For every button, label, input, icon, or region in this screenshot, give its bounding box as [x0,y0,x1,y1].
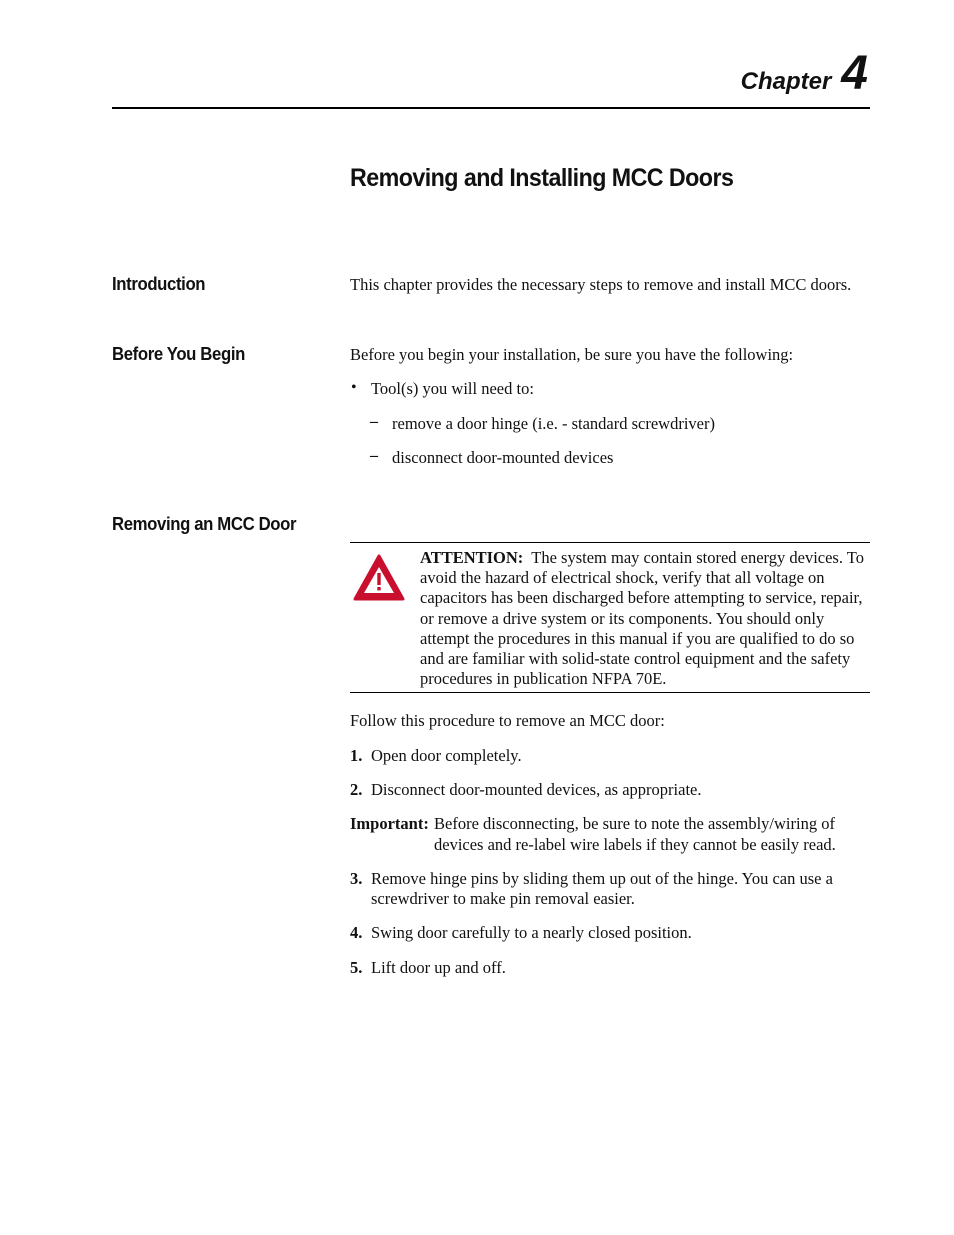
attention-label: ATTENTION: [420,548,524,567]
page-title: Removing and Installing MCC Doors [350,164,734,192]
step-text: Lift door up and off. [371,958,506,977]
subitem: disconnect door-mounted devices [392,448,614,467]
attention-rule-bottom [350,692,870,693]
bullet-icon: • [351,379,357,396]
introduction-text: This chapter provides the necessary steps to remove and install MCC doors. [350,275,852,294]
step-number: 3. [350,869,363,888]
attention-text: The system may contain stored energy devices. To avoid the hazard of electrical shock, verify that all voltage on capacitors has been discharged before attempting to service, repair, or remove a drive system or its components. You should only attempt the procedures in this manual if you are qualified to do so and are familiar with solid-state control equipment and the safety procedures in publication NFPA 70E. [420,548,864,689]
subitem: remove a door hinge (i.e. - standard screwdriver) [392,414,715,433]
step-text: Remove hinge pins by sliding them up out of the hinge. You can use a screwdriver to make pin removal easier. [371,869,833,908]
heading-before-you-begin: Before You Begin [112,344,245,364]
header-rule [112,107,870,109]
step-number: 5. [350,958,363,977]
warning-triangle-icon [352,553,406,603]
step-number: 4. [350,923,363,942]
chapter-label [740,47,868,100]
step-text: Swing door carefully to a nearly closed position. [371,923,692,942]
heading-introduction: Introduction [112,274,206,294]
step-number: 2. [350,780,363,799]
step-number: 1. [350,746,363,765]
procedure-intro: Follow this procedure to remove an MCC door: [350,711,665,730]
before-you-begin-intro: Before you begin your installation, be sure you have the following: [350,345,794,364]
chapter-number: 4 [841,47,868,100]
bullet-item: Tool(s) you will need to: [371,379,534,398]
important-label: Important: [350,814,429,833]
chapter-word: Chapter [740,68,832,95]
important-text: Before disconnecting, be sure to note the assembly/wiring of devices and re-label wire labels if they cannot be easily read. [434,814,836,854]
step-text: Open door completely. [371,746,522,765]
dash-icon: – [370,447,378,464]
step-text: Disconnect door-mounted devices, as appropriate. [371,780,702,799]
attention-box [420,548,868,689]
dash-icon: – [370,413,378,430]
attention-rule-top [350,542,870,543]
heading-removing-door: Removing an MCC Door [112,514,297,534]
